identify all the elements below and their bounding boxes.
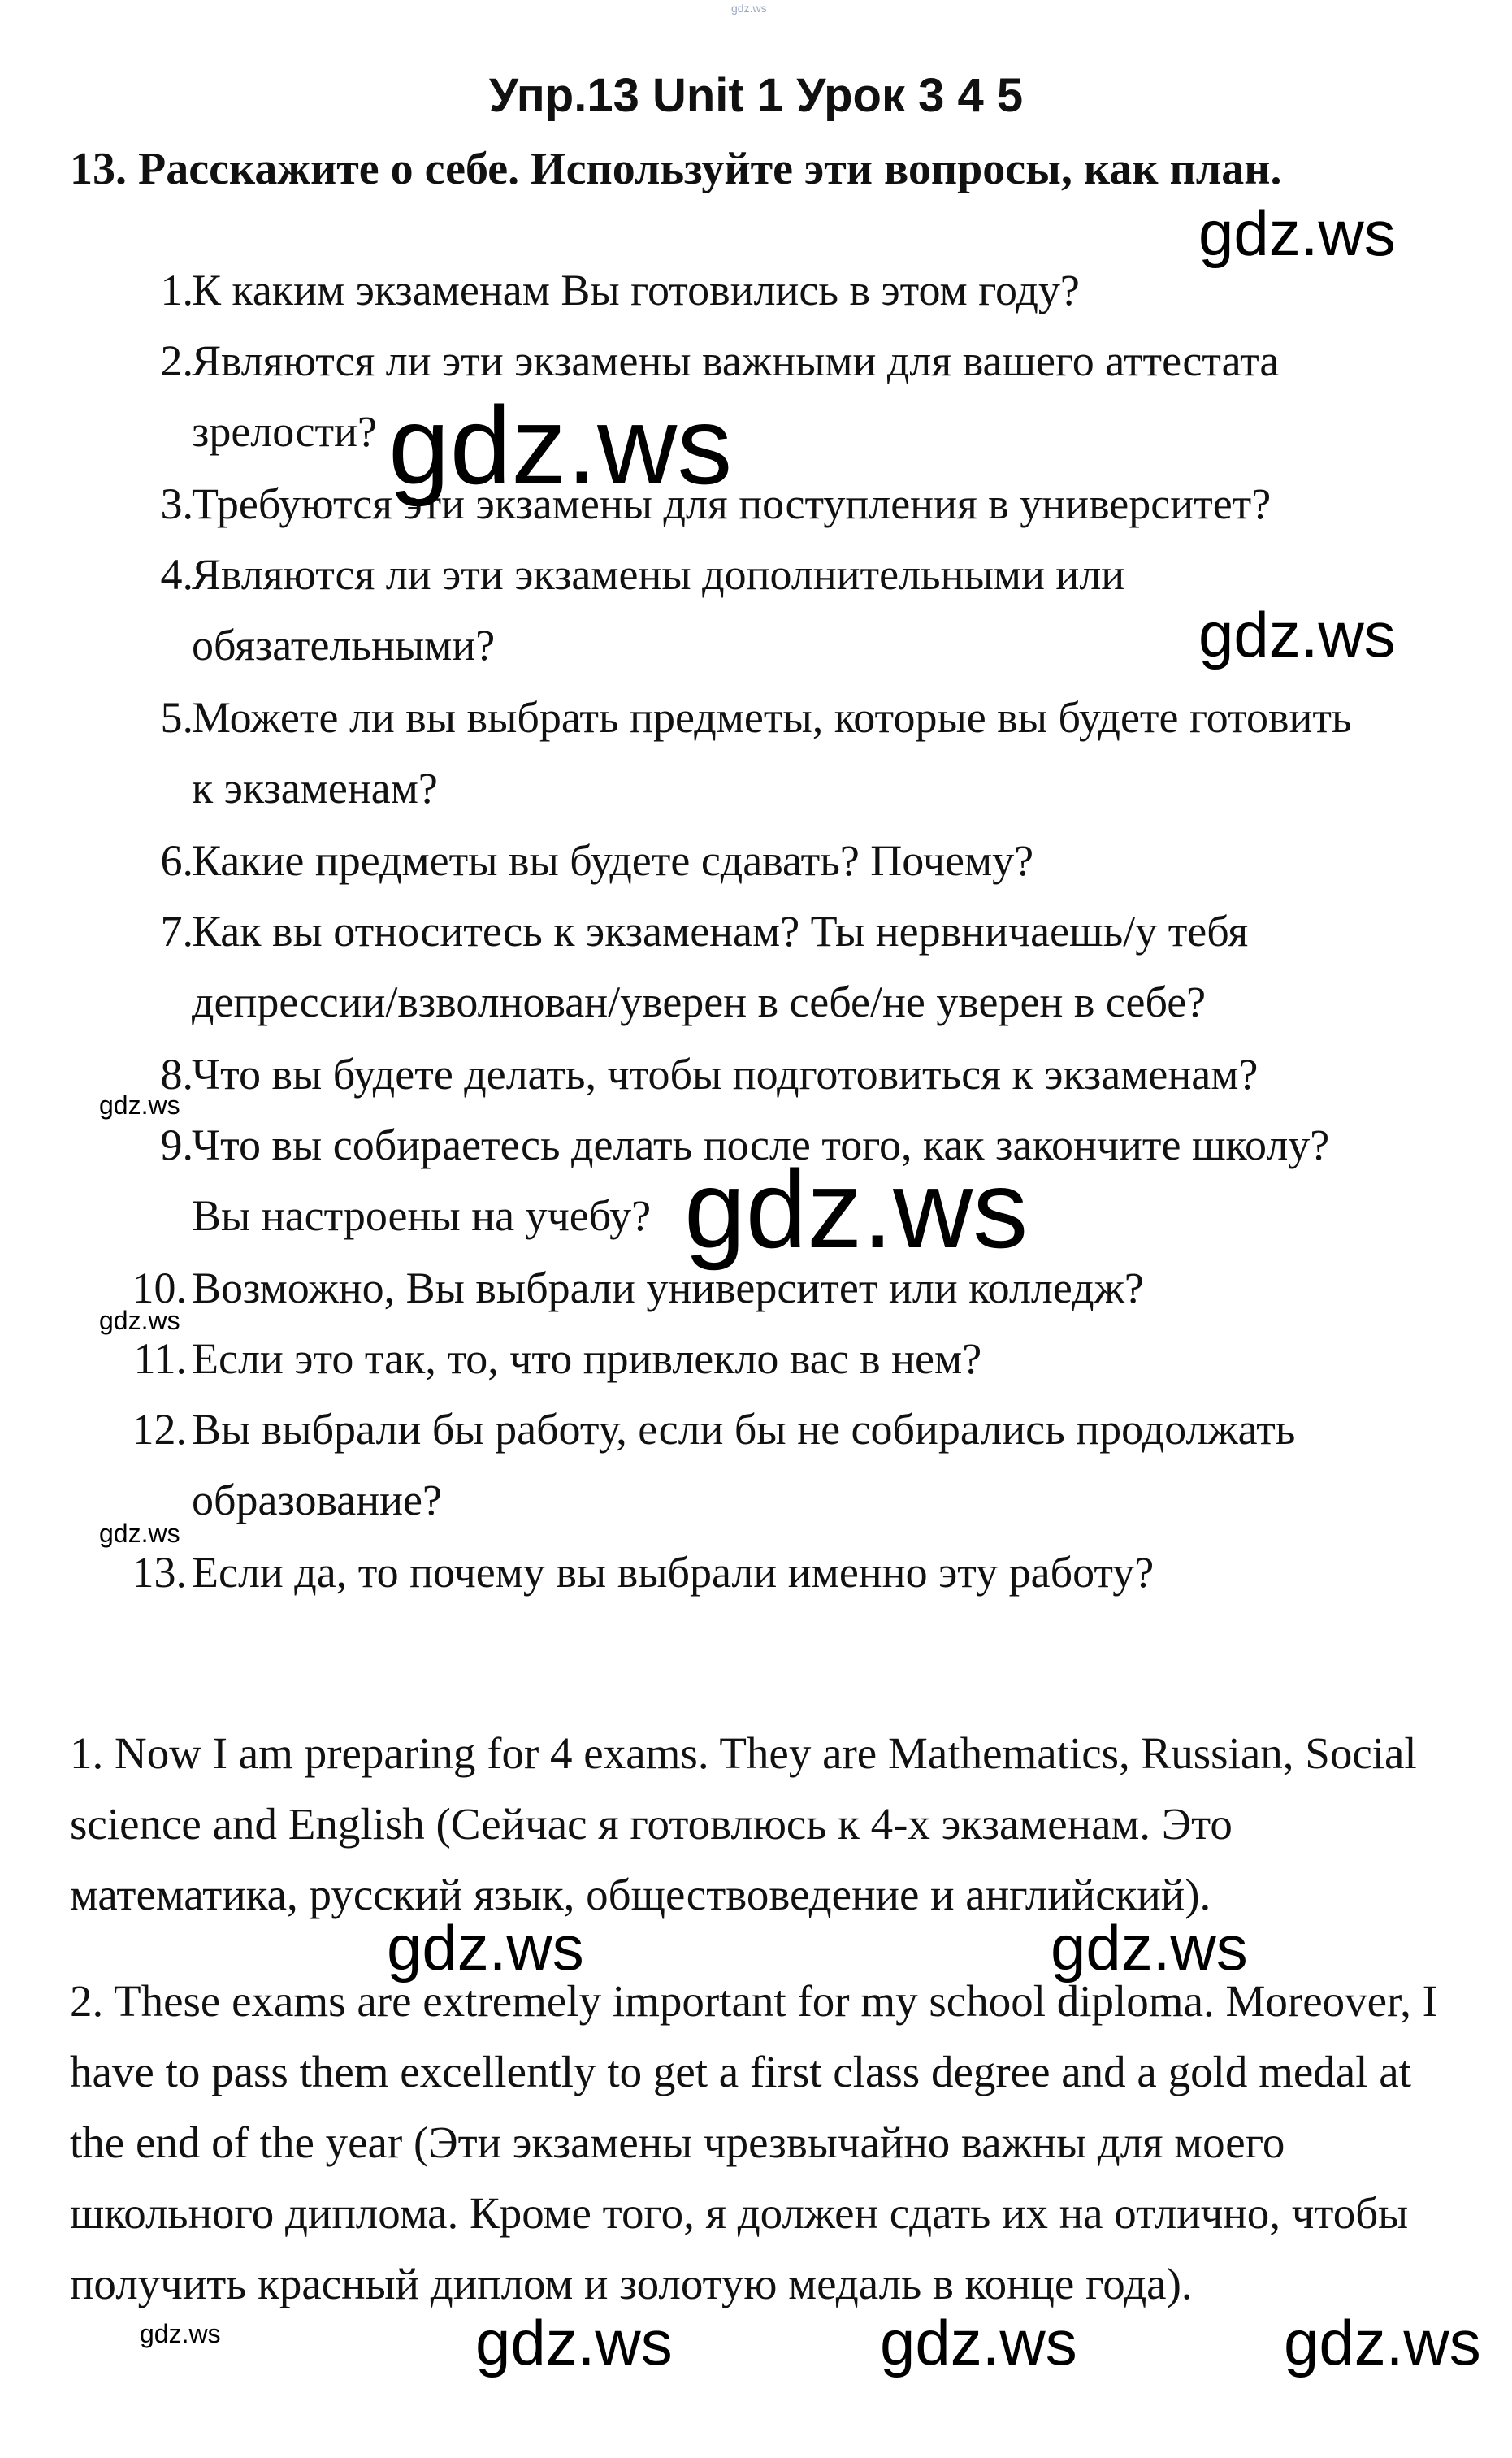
question-text: Как вы относитесь к экзаменам? Ты нервничаешь/у тебя bbox=[192, 907, 1249, 956]
watermark: gdz.ws bbox=[99, 1306, 180, 1335]
watermark: gdz.ws bbox=[1051, 1912, 1248, 1983]
watermark: gdz.ws bbox=[99, 1519, 180, 1548]
header-watermark: gdz.ws bbox=[731, 2, 767, 15]
watermark: gdz.ws bbox=[1284, 2307, 1481, 2378]
watermark: gdz.ws bbox=[684, 1147, 1029, 1271]
question-text: Вы настроены на учебу? bbox=[192, 1191, 652, 1240]
question-number: 1. bbox=[160, 266, 193, 314]
question-number: 5. bbox=[160, 693, 193, 742]
watermark: gdz.ws bbox=[475, 2307, 673, 2378]
question-text: Являются ли эти экзамены важными для вашего аттестата bbox=[192, 336, 1280, 385]
question-text: Можете ли вы выбрать предметы, которые вы будете готовить bbox=[192, 693, 1352, 742]
watermark: gdz.ws bbox=[387, 1912, 584, 1983]
question-number: 13. bbox=[132, 1548, 187, 1597]
question-text: Являются ли эти экзамены дополнительными или bbox=[192, 550, 1125, 599]
watermark: gdz.ws bbox=[99, 1090, 180, 1120]
question-text: Если это так, то, что привлекло вас в нем? bbox=[192, 1334, 982, 1383]
question-number: 2. bbox=[160, 336, 193, 385]
question-number: 11. bbox=[133, 1334, 187, 1383]
question-text: зрелости? bbox=[192, 407, 378, 456]
question-number: 3. bbox=[160, 479, 193, 528]
answer-paragraph: 1. Now I am preparing for 4 exams. They are Mathematics, Russian, Social science and English (Сейчас я готовлюсь к 4-х экзаменам. Это математика, русский язык, обществоведение и английский). bbox=[70, 1728, 1417, 1919]
question-text: депрессии/взволнован/уверен в себе/не уверен в себе? bbox=[192, 978, 1207, 1026]
question-text: обязательными? bbox=[192, 621, 496, 670]
watermark: gdz.ws bbox=[140, 2319, 221, 2348]
question-number: 6. bbox=[160, 836, 193, 885]
question-text: К каким экзаменам Вы готовились в этом году? bbox=[192, 266, 1080, 314]
task-heading: 13. Расскажите о себе. Используйте эти вопросы, как план. bbox=[70, 144, 1282, 194]
question-number: 8. bbox=[160, 1050, 193, 1099]
question-text: образование? bbox=[192, 1476, 442, 1524]
question-text: Вы выбрали бы работу, если бы не собирались продолжать bbox=[192, 1405, 1296, 1454]
question-number: 9. bbox=[160, 1121, 193, 1169]
question-number: 12. bbox=[132, 1405, 187, 1454]
question-number: 10. bbox=[132, 1264, 187, 1312]
watermark: gdz.ws bbox=[880, 2307, 1077, 2378]
question-number: 4. bbox=[160, 550, 193, 599]
answer-paragraph: 2. These exams are extremely important for my school diploma. Moreover, I have to pass them excellently to get a first class degree and a gold medal at the end of the year (Эти экзамены чрезвычайно важны для моего школьного диплома. Кроме того, я должен сдать их на отлично, чтобы получить красный диплом и золотую медаль в конце года). bbox=[70, 1976, 1437, 2308]
watermark: gdz.ws bbox=[1198, 197, 1396, 269]
page-title: Упр.13 Unit 1 Урок 3 4 5 bbox=[488, 69, 1024, 122]
question-number: 7. bbox=[160, 907, 193, 956]
question-text: к экзаменам? bbox=[192, 764, 438, 813]
watermark: gdz.ws bbox=[1198, 599, 1396, 670]
question-text: Что вы будете делать, чтобы подготовиться к экзаменам? bbox=[192, 1050, 1259, 1099]
question-text: Возможно, Вы выбрали университет или колледж? bbox=[192, 1264, 1144, 1312]
question-text: Требуются эти экзамены для поступления в университет? bbox=[192, 479, 1272, 528]
question-text: Какие предметы вы будете сдавать? Почему? bbox=[192, 836, 1034, 885]
question-text: Что вы собираетесь делать после того, как закончите школу? bbox=[192, 1121, 1330, 1169]
question-text: Если да, то почему вы выбрали именно эту работу? bbox=[192, 1548, 1155, 1597]
watermark: gdz.ws bbox=[388, 384, 733, 507]
